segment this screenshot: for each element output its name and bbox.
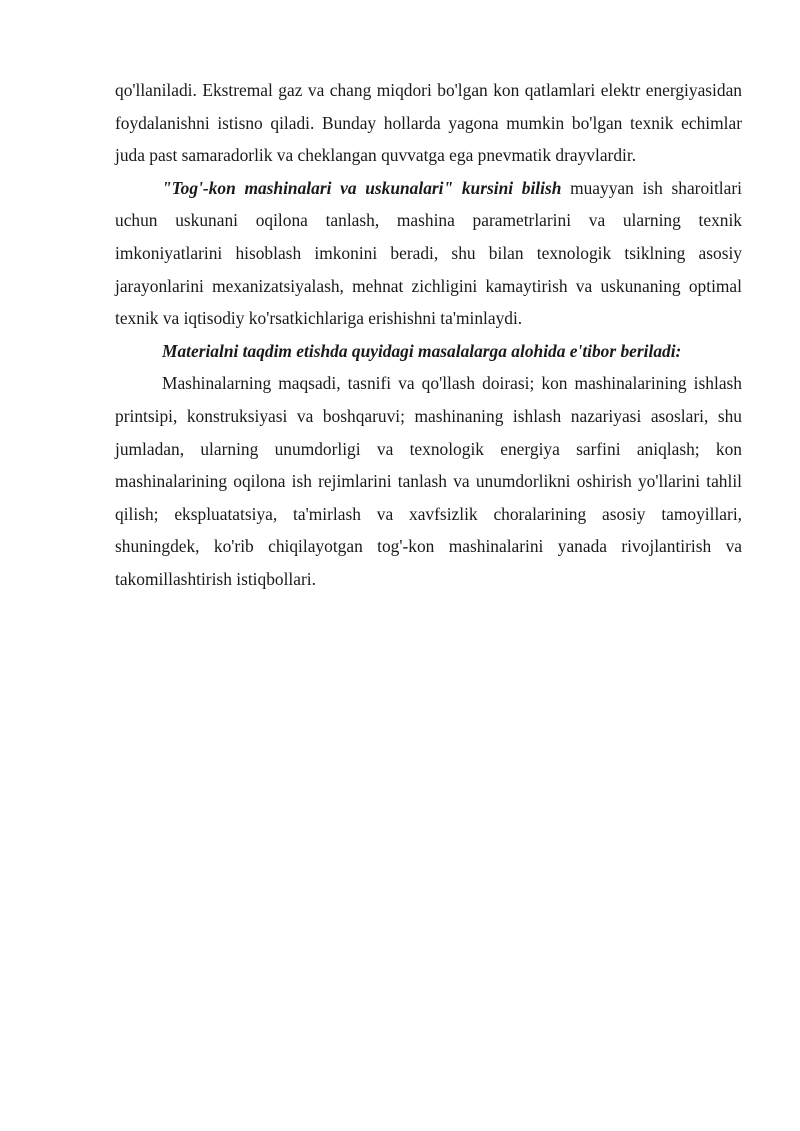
course-title-emphasis: "Tog'-kon mashinalari va uskunalari" kursini bilish [162, 177, 562, 198]
paragraph-1: qo'llaniladi. Ekstremal gaz va chang miqdori bo'lgan kon qatlamlari elektr energiyasidan foydalanishni istisno qiladi. Bunday hollarda yagona mumkin bo'lgan texnik echimlar juda past samaradorlik va cheklangan quvvatga ega pnevmatik drayvlardir. [115, 80, 742, 166]
section-heading: Materialni taqdim etishda quyidagi masalalarga alohida e'tibor beriladi: [162, 340, 682, 361]
paragraph-3: Mashinalarning maqsadi, tasnifi va qo'llash doirasi; kon mashinalarining ishlash printsipi, konstruksiyasi va boshqaruvi; mashinaning ishlash nazariyasi asoslari, shu jumladan, ularning unumdorligi va texnologik energiya sarfini aniqlash; kon mashinalarining oqilona ish rejimlarini tanlash va unumdorlikni oshirish yo'llarini tahlil qilish; ekspluatatsiya, ta'mirlash va xavfsizlik choralarining asosiy tamoyillari, shuningdek, ko'rib chiqilayotgan tog'-kon mashinalarini yanada rivojlantirish va takomillashtirish istiqbollari. [115, 373, 742, 589]
paragraph-2 [115, 172, 742, 335]
document-body [115, 74, 742, 596]
paragraph-2-text: muayyan ish sharoitlari uchun uskunani oqilona tanlash, mashina parametrlarini va ularning texnik imkoniyatlarini hisoblash imkonini beradi, shu bilan texnologik tsiklning asosiy jarayonlarini mexanizatsiyalash, mehnat zichligini kamaytirish va uskunaning optimal texnik va iqtisodiy ko'rsatkichlariga erishishni ta'minlaydi. [115, 177, 742, 329]
